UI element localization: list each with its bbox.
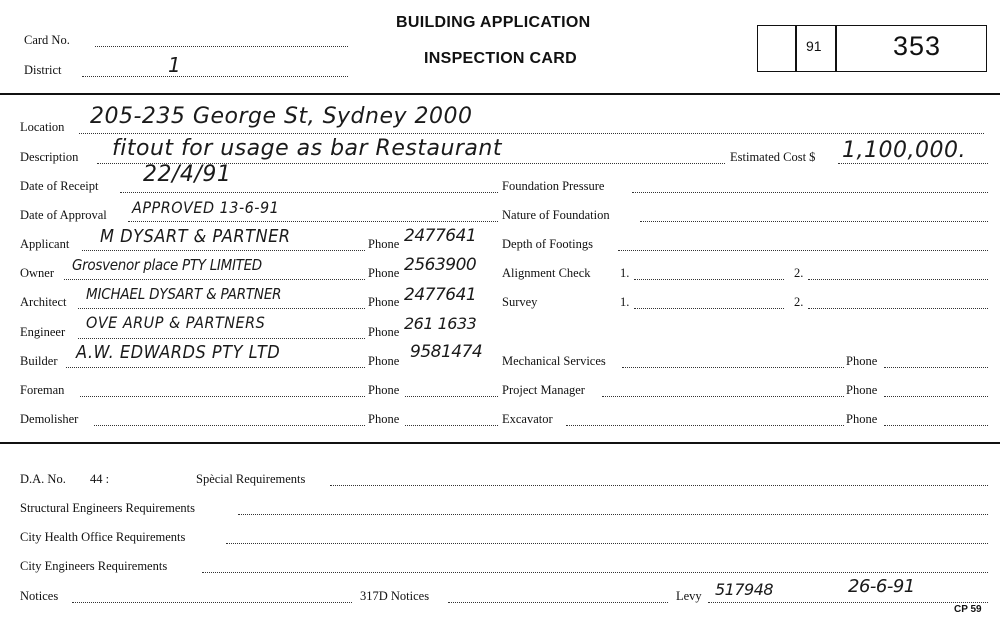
applicant-phone-label: Phone bbox=[368, 237, 400, 251]
architect-value: MICHAEL DYSART & PARTNER bbox=[86, 285, 282, 303]
nature-foundation-line bbox=[640, 221, 988, 222]
mechanical-phone-label: Phone bbox=[846, 354, 878, 368]
structural-requirements-line bbox=[238, 514, 988, 515]
excavator-label: Excavator bbox=[502, 412, 553, 426]
location-line bbox=[79, 133, 984, 134]
architect-phone-label: Phone bbox=[368, 295, 400, 309]
project-manager-label: Project Manager bbox=[502, 383, 585, 397]
engineer-phone-value: 261 1633 bbox=[404, 314, 477, 333]
estimated-cost-label: Estimated Cost $ bbox=[730, 150, 816, 164]
demolisher-line bbox=[94, 425, 365, 426]
project-manager-line bbox=[602, 396, 844, 397]
card-no-label: Card No. bbox=[24, 33, 70, 47]
district-label: District bbox=[24, 63, 62, 77]
approval-label: Date of Approval bbox=[20, 208, 107, 222]
project-manager-phone-line bbox=[884, 396, 988, 397]
section-divider bbox=[0, 442, 1000, 444]
header-divider bbox=[0, 93, 1000, 95]
description-label: Description bbox=[20, 150, 79, 164]
health-requirements-line bbox=[226, 543, 988, 544]
owner-line bbox=[64, 279, 365, 280]
nature-foundation-label: Nature of Foundation bbox=[502, 208, 610, 222]
receipt-label: Date of Receipt bbox=[20, 179, 99, 193]
special-requirements-line bbox=[330, 485, 988, 486]
foreman-line bbox=[80, 396, 365, 397]
alignment-two: 2. bbox=[794, 266, 804, 280]
survey-two-line bbox=[808, 308, 988, 309]
da-no-label: D.A. No. bbox=[20, 472, 66, 486]
special-requirements-label: Spècial Requirements bbox=[196, 472, 306, 486]
alignment-one: 1. bbox=[620, 266, 630, 280]
mechanical-services-line bbox=[622, 367, 844, 368]
applicant-line bbox=[82, 250, 365, 251]
foreman-phone-label: Phone bbox=[368, 383, 400, 397]
applicant-label: Applicant bbox=[20, 237, 70, 251]
location-value: 205-235 George St, Sydney 2000 bbox=[90, 104, 473, 129]
box-number-text: 353 bbox=[893, 31, 942, 61]
survey-one-line bbox=[634, 308, 784, 309]
owner-label: Owner bbox=[20, 266, 55, 280]
location-label: Location bbox=[20, 120, 65, 134]
approval-line bbox=[128, 221, 498, 222]
notices-line bbox=[72, 602, 352, 603]
mechanical-services-label: Mechanical Services bbox=[502, 354, 606, 368]
engineers-requirements-label: City Engineers Requirements bbox=[20, 559, 168, 573]
owner-phone-label: Phone bbox=[368, 266, 400, 280]
card-no-line bbox=[95, 46, 348, 47]
levy-value: 517948 bbox=[715, 580, 774, 599]
notices-label: Notices bbox=[20, 589, 59, 603]
card-title-line2: INSPECTION CARD bbox=[424, 50, 577, 67]
builder-phone-value: 9581474 bbox=[410, 342, 483, 362]
health-requirements-label: City Health Office Requirements bbox=[20, 530, 186, 544]
builder-value: A.W. EDWARDS PTY LTD bbox=[76, 342, 281, 363]
alignment-check-label: Alignment Check bbox=[502, 266, 591, 280]
survey-label: Survey bbox=[502, 295, 538, 309]
levy-label: Levy bbox=[676, 589, 702, 603]
alignment-one-line bbox=[634, 279, 784, 280]
foundation-pressure-label: Foundation Pressure bbox=[502, 179, 605, 193]
approval-value: APPROVED 13-6-91 bbox=[132, 198, 280, 217]
estimated-cost-value: 1,100,000. bbox=[842, 138, 966, 163]
number-box-blank bbox=[757, 25, 797, 72]
notices-317d-line bbox=[448, 602, 668, 603]
da-no-value: 44 : bbox=[90, 472, 110, 486]
form-code: CP 59 bbox=[954, 604, 982, 615]
estimated-cost-line bbox=[838, 163, 988, 164]
demolisher-phone-label: Phone bbox=[368, 412, 400, 426]
structural-requirements-label: Structural Engineers Requirements bbox=[20, 501, 195, 515]
receipt-line bbox=[120, 192, 498, 193]
architect-line bbox=[78, 308, 365, 309]
excavator-phone-label: Phone bbox=[846, 412, 878, 426]
applicant-value: M DYSART & PARTNER bbox=[100, 226, 291, 247]
district-line bbox=[82, 76, 348, 77]
builder-phone-label: Phone bbox=[368, 354, 400, 368]
engineers-requirements-line bbox=[202, 572, 988, 573]
excavator-phone-line bbox=[884, 425, 988, 426]
survey-two: 2. bbox=[794, 295, 804, 309]
receipt-value: 22/4/91 bbox=[143, 162, 232, 187]
levy-line bbox=[708, 602, 988, 603]
depth-footings-line bbox=[618, 250, 988, 251]
mechanical-phone-line bbox=[884, 367, 988, 368]
owner-value: Grosvenor place PTY LIMITED bbox=[72, 256, 262, 274]
project-manager-phone-label: Phone bbox=[846, 383, 878, 397]
foreman-label: Foreman bbox=[20, 383, 65, 397]
applicant-phone-value: 2477641 bbox=[404, 226, 477, 246]
architect-phone-value: 2477641 bbox=[404, 285, 477, 305]
foreman-phone-line bbox=[405, 396, 498, 397]
architect-label: Architect bbox=[20, 295, 67, 309]
card-title-line1: BUILDING APPLICATION bbox=[396, 14, 591, 31]
description-value: fitout for usage as bar Restaurant bbox=[112, 136, 502, 161]
survey-one: 1. bbox=[620, 295, 630, 309]
alignment-two-line bbox=[808, 279, 988, 280]
demolisher-label: Demolisher bbox=[20, 412, 79, 426]
foundation-pressure-line bbox=[632, 192, 988, 193]
engineer-line bbox=[78, 338, 365, 339]
district-value: 1 bbox=[168, 53, 182, 77]
depth-footings-label: Depth of Footings bbox=[502, 237, 593, 251]
box-year-text: 91 bbox=[806, 38, 822, 54]
excavator-line bbox=[566, 425, 844, 426]
builder-line bbox=[66, 367, 365, 368]
levy-date: 26-6-91 bbox=[848, 576, 915, 597]
engineer-phone-label: Phone bbox=[368, 325, 400, 339]
notices-317d-label: 317D Notices bbox=[360, 589, 430, 603]
engineer-label: Engineer bbox=[20, 325, 66, 339]
builder-label: Builder bbox=[20, 354, 58, 368]
owner-phone-value: 2563900 bbox=[404, 255, 477, 275]
demolisher-phone-line bbox=[405, 425, 498, 426]
engineer-value: OVE ARUP & PARTNERS bbox=[86, 313, 266, 332]
